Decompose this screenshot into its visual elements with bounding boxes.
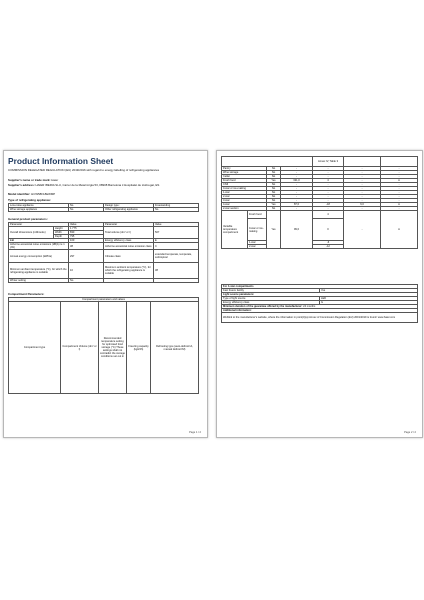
table-cell: Energy efficiency class bbox=[104, 239, 154, 243]
table-cell bbox=[344, 157, 381, 167]
table-cell: -12 bbox=[313, 245, 344, 249]
table-cell: - bbox=[381, 195, 418, 199]
table-cell: No bbox=[154, 208, 199, 212]
additional-info-heading: Additional information: bbox=[222, 309, 418, 313]
table-cell bbox=[381, 157, 418, 167]
table-cell: Pantry bbox=[222, 167, 267, 171]
table-cell: - bbox=[344, 191, 381, 195]
table-cell: - bbox=[313, 191, 344, 195]
table-cell: 1-star bbox=[222, 191, 267, 195]
variable-compartment-label: Variable temperature compartment bbox=[222, 211, 248, 249]
table-row bbox=[222, 313, 418, 323]
table-cell: 795 bbox=[69, 235, 104, 239]
variable-compartment-volume: 99,0 bbox=[281, 211, 313, 249]
light-class-label: Energy efficiency class bbox=[222, 301, 320, 305]
table-cell: - bbox=[281, 207, 313, 211]
table-cell: - bbox=[381, 175, 418, 179]
fast-freeze-value: Yes bbox=[320, 289, 418, 293]
table-cell: 10 bbox=[69, 263, 104, 279]
table-cell: - bbox=[281, 183, 313, 187]
compartment-table-title: Compartment parameters and values bbox=[9, 298, 199, 302]
table-cell: 4 bbox=[313, 211, 344, 219]
column-header: Recommended temperature setting for optimised food storage (°C) These settings shall not contradict the storage conditions set out in bbox=[99, 302, 127, 394]
table-cell: Wine storage bbox=[222, 171, 267, 175]
table-cell: No bbox=[267, 191, 281, 195]
table-cell: - bbox=[313, 175, 344, 179]
table-cell: Depth bbox=[54, 235, 69, 239]
table-cell: - bbox=[313, 167, 344, 171]
total-volume-label: Total volume (dm³ or l) bbox=[104, 227, 154, 239]
table-cell: extended temperate, temperate, subtropical bbox=[154, 250, 199, 263]
table-cell: No bbox=[267, 175, 281, 179]
table-cell: - bbox=[381, 171, 418, 175]
model-row bbox=[8, 193, 198, 197]
table-cell: - bbox=[344, 199, 381, 203]
light-source-heading: Light source parameters: bbox=[222, 293, 418, 297]
table-row bbox=[9, 243, 199, 250]
supplier-address-row bbox=[8, 184, 198, 188]
table-cell: 100 bbox=[69, 239, 104, 243]
table-cell: No bbox=[267, 187, 281, 191]
table-cell bbox=[154, 279, 199, 283]
table-cell: 4-star bbox=[222, 203, 267, 207]
light-type-value: LED bbox=[320, 297, 418, 301]
table-cell: 0 bbox=[313, 219, 344, 241]
table-cell: - bbox=[381, 207, 418, 211]
light-class-value: G bbox=[320, 301, 418, 305]
type-table bbox=[8, 203, 199, 212]
table-cell: -6 bbox=[313, 241, 344, 245]
table-cell: - bbox=[281, 175, 313, 179]
table-header-row bbox=[222, 157, 418, 167]
table-cell: 297 bbox=[69, 250, 104, 263]
winter-setting-label: Winter setting bbox=[9, 279, 69, 283]
table-cell: Other refrigerating appliance bbox=[104, 208, 154, 212]
table-cell: Minimum ambient temperature (°C), for which the refrigerating appliance is suitable bbox=[9, 263, 69, 279]
table-cell: -18 bbox=[313, 203, 344, 207]
column-header: Defrosting type (auto-defrost=A, manual defrost=M) bbox=[151, 302, 199, 394]
table-cell: No bbox=[69, 208, 104, 212]
column-header: Freezing capacity (kg/24h) bbox=[127, 302, 151, 394]
table-cell: - bbox=[281, 171, 313, 175]
table-cell: Airborne acoustical noise emission class bbox=[105, 244, 152, 248]
additional-info-text: Weblink to the manufacturer's website, where the information in point(4)(a) Annex of Commission Regulation (EU) 2019/2019 is found: www.haier.com bbox=[222, 313, 418, 323]
type-section-heading: Type of refrigerating appliance: bbox=[8, 198, 51, 202]
table-cell: Fresh food bbox=[222, 179, 267, 183]
page-title: Product Information Sheet bbox=[8, 156, 114, 166]
winter-setting-value: No bbox=[69, 279, 104, 283]
table-cell: Height bbox=[54, 227, 69, 231]
table-cell: 1 775 bbox=[69, 227, 104, 231]
table-cell: - bbox=[381, 167, 418, 171]
table-cell: A bbox=[381, 203, 418, 207]
table-cell: - bbox=[381, 191, 418, 195]
light-type-label: Type of light source bbox=[222, 297, 320, 301]
table-cell: - bbox=[281, 191, 313, 195]
table-cell: Chill bbox=[222, 183, 267, 187]
table-cell: - bbox=[281, 187, 313, 191]
variable-compartment-defrost: A bbox=[381, 211, 418, 249]
guarantee-label: Minimum duration of the guarantee offered by the manufacturer: bbox=[223, 305, 303, 308]
table-cell bbox=[104, 279, 154, 283]
dimensions-label: Overall dimensions (millimetre) bbox=[9, 227, 54, 239]
compartment-table bbox=[8, 297, 199, 394]
table-cell: Yes bbox=[267, 179, 281, 183]
fast-freeze-label: Fast freeze facility bbox=[222, 289, 320, 293]
table-cell: 38 bbox=[69, 243, 104, 250]
table-cell: Airborne acoustical noise emissions (dB(A) re 1 pW) bbox=[9, 243, 69, 250]
table-cell: 6,0 bbox=[344, 203, 381, 207]
variable-compartment-present: Yes bbox=[267, 211, 281, 249]
compartment-section-heading: Compartment Parameters: bbox=[8, 292, 45, 296]
column-header: Compartment type bbox=[9, 302, 61, 394]
column-header: Parameter bbox=[104, 223, 154, 227]
table-cell: - bbox=[313, 199, 344, 203]
table-cell: 0-star or ice-making bbox=[222, 187, 267, 191]
table-cell: 0-star or ice-making bbox=[248, 219, 267, 241]
table-cell: 321,0 bbox=[281, 179, 313, 183]
table-cell: Annual energy consumption (kWh/a) bbox=[9, 250, 69, 263]
table-cell: E bbox=[154, 239, 199, 243]
table-row bbox=[9, 250, 199, 263]
table-cell: Low-noise appliance bbox=[9, 204, 69, 208]
table-cell: Wine storage appliance bbox=[9, 208, 69, 212]
variable-compartment-freezing: - bbox=[344, 211, 381, 249]
left-page bbox=[3, 150, 208, 438]
table-cell: Climate class: bbox=[104, 250, 154, 263]
table-cell: Yes bbox=[267, 203, 281, 207]
table-cell: 4 bbox=[313, 179, 344, 183]
supplier-name-label: Supplier's name or trade mark: bbox=[8, 178, 51, 182]
table-cell: Maximum ambient temperature (°C), for which the refrigerating appliance is suitable bbox=[104, 263, 154, 279]
table-cell: - bbox=[344, 183, 381, 187]
table-cell: - bbox=[281, 195, 313, 199]
page-number: Page 2 / 2 bbox=[404, 431, 416, 434]
table-cell: Cellar bbox=[222, 175, 267, 179]
table-cell: 3-star bbox=[222, 199, 267, 203]
table-cell: Width bbox=[54, 231, 69, 235]
table-cell: - bbox=[381, 183, 418, 187]
table-cell: No bbox=[267, 183, 281, 187]
table-cell: A bbox=[381, 179, 418, 183]
table-cell: 2-star bbox=[248, 245, 267, 249]
table-cell: - bbox=[381, 187, 418, 191]
table-cell: 830 bbox=[69, 231, 104, 235]
table-cell: 2-star section bbox=[222, 207, 267, 211]
model-label: Model identifier: bbox=[8, 192, 31, 196]
table-cell: - bbox=[313, 195, 344, 199]
table-cell: - bbox=[344, 167, 381, 171]
table-row bbox=[9, 263, 199, 279]
table-cell: - bbox=[281, 167, 313, 171]
table-cell: EEI bbox=[9, 239, 69, 243]
table-cell: - bbox=[344, 195, 381, 199]
column-header: Compartment Volume (dm³ or l) bbox=[61, 302, 99, 394]
table-cell: No bbox=[267, 171, 281, 175]
four-star-heading: For 4-star compartments bbox=[222, 285, 418, 289]
guarantee-value: 24 months bbox=[303, 305, 316, 308]
table-cell: 87,0 bbox=[281, 203, 313, 207]
table-cell: - bbox=[344, 171, 381, 175]
regulation-intro: COMMISSION DELEGATED REGULATION (EU) 2019/2016 with regard to energy labelling of refrigerating appliances bbox=[8, 168, 160, 172]
column-header: Parameter bbox=[9, 223, 69, 227]
table-cell: Design type: bbox=[104, 204, 154, 208]
table-cell: - bbox=[381, 199, 418, 203]
table-cell: 38 bbox=[154, 263, 199, 279]
table-cell: Fresh food bbox=[248, 211, 267, 219]
table-cell: Freestanding bbox=[154, 204, 199, 208]
table-cell: 2-star bbox=[222, 195, 267, 199]
total-volume-value: 507 bbox=[154, 227, 199, 239]
supplier-name-value: Haier bbox=[51, 178, 59, 182]
table-cell: No bbox=[267, 167, 281, 171]
table-row bbox=[9, 208, 199, 212]
column-header: Value bbox=[69, 223, 104, 227]
model-value: HCW58F18EWMP bbox=[31, 192, 56, 196]
table-cell: No bbox=[267, 207, 281, 211]
four-star-table bbox=[221, 284, 418, 323]
compartment-values-table bbox=[221, 156, 418, 249]
table-row bbox=[9, 279, 199, 283]
column-header: Value bbox=[154, 223, 199, 227]
table-cell: - bbox=[313, 187, 344, 191]
general-section-heading: General product parameters: bbox=[8, 217, 48, 221]
table-cell: C bbox=[154, 243, 199, 250]
table-cell: - bbox=[344, 179, 381, 183]
table-cell: No bbox=[267, 199, 281, 203]
general-parameters-table bbox=[8, 222, 199, 283]
table-cell bbox=[222, 157, 313, 167]
table-row bbox=[9, 302, 199, 394]
table-cell: - bbox=[313, 207, 344, 211]
annex-header: Annex IV, Table 3 bbox=[313, 157, 344, 167]
right-page bbox=[216, 150, 423, 438]
supplier-address-label: Supplier's address: bbox=[8, 183, 35, 187]
table-cell: 1-star bbox=[248, 241, 267, 245]
table-cell: - bbox=[344, 187, 381, 191]
table-cell: - bbox=[344, 175, 381, 179]
supplier-address-value: HAIER IBERIA SLU, Carrer de la Metal·lúrgia 53, 08908 Barcelona L'Hospitalet de Llobregat, ES bbox=[35, 183, 160, 187]
table-row bbox=[222, 211, 418, 219]
table-cell: - bbox=[281, 199, 313, 203]
table-cell: No bbox=[69, 204, 104, 208]
table-cell: No bbox=[267, 195, 281, 199]
table-cell: - bbox=[344, 207, 381, 211]
table-cell: - bbox=[313, 183, 344, 187]
page-number: Page 1 / 2 bbox=[189, 431, 201, 434]
table-cell: - bbox=[313, 171, 344, 175]
